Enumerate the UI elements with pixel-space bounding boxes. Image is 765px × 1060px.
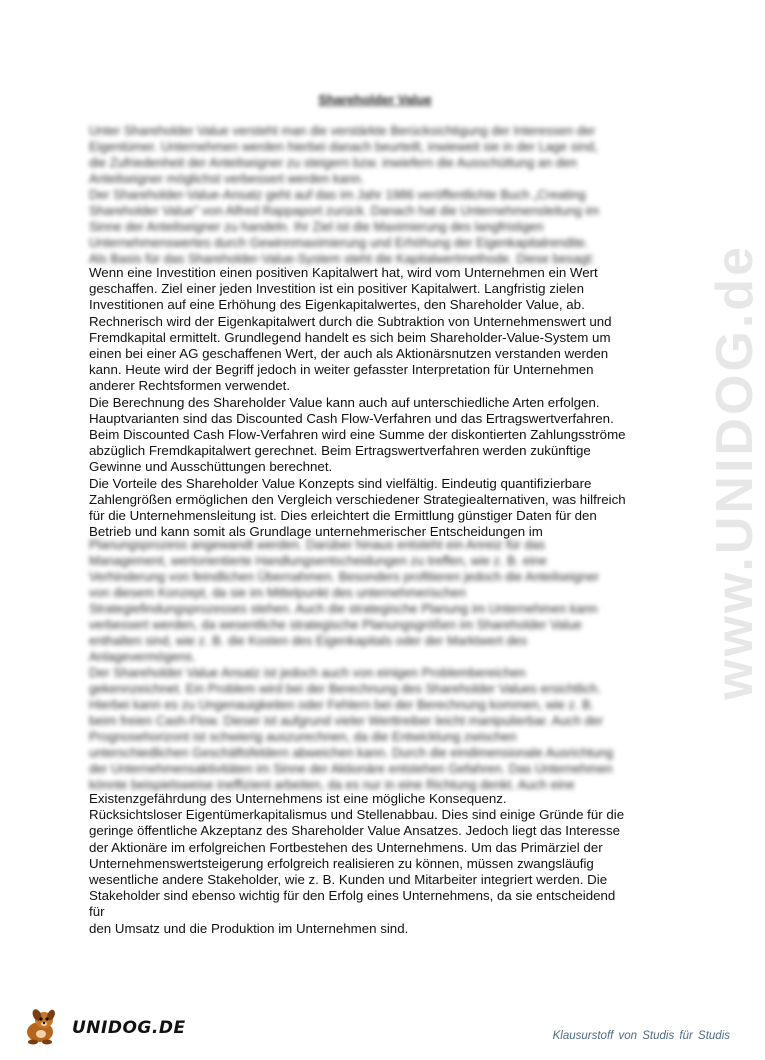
text-line: Anteilseigner möglichst verbessert werden kann. — [89, 171, 365, 186]
text-line: Rechnerisch wird der Eigenkapitalwert durch die Subtraktion von Unternehmenswert und — [89, 313, 612, 329]
visible-paragraphs-bottom — [89, 791, 634, 937]
text-line: Hauptvarianten sind das Discounted Cash Flow-Verfahren und das Ertragswertverfahren. — [89, 410, 614, 426]
text-line: einen bei einer AG geschaffenen Wert, der auch als Aktionärsnutzen verstanden werden — [89, 346, 609, 362]
text-line: könnte beispielsweise ineffizient arbeiten, da es nur in eine Richtung denkt. Auch eine — [89, 777, 575, 792]
text-line: Stakeholder sind ebenso wichtig für den Erfolg eines Unternehmens, da sie entscheidend für — [89, 888, 616, 920]
blurred-paragraphs-lower — [89, 537, 634, 793]
text-line: die Zufriedenheit der Anteilseigner zu steigern bzw. inwiefern die Ausschüttung an den — [89, 155, 578, 170]
visible-paragraphs-middle — [89, 265, 634, 540]
dog-mascot-icon — [22, 1006, 68, 1046]
text-line: Anlagevermögens. — [89, 649, 196, 664]
document-title: Shareholder Value — [318, 92, 432, 107]
text-line: gekennzeichnet. Ein Problem wird bei der Berechnung des Shareholder Values ersichtlich. — [89, 681, 601, 696]
text-line: Existenzgefährdung des Unternehmens ist eine mögliche Konsequenz. — [89, 791, 507, 806]
text-line: Beim Discounted Cash Flow-Verfahren wird eine Summe der diskontierten Zahlungsströme — [89, 427, 626, 443]
text-line: Die Vorteile des Shareholder Value Konzepts sind vielfältig. Eindeutig quantifizierbare — [89, 475, 592, 491]
text-line: den Umsatz und die Produktion im Unternehmen sind. — [89, 920, 409, 936]
text-line: Hierbei kann es zu Ungenauigkeiten oder Fehlern bei der Berechnung kommen, wie z. B. — [89, 697, 595, 712]
text-line: wesentliche andere Stakeholder, wie z. B. Kunden und Mitarbeiter integriert werden. Die — [89, 872, 608, 888]
text-line: Management, wertorientierte Handlungsentscheidungen zu treffen, wie z. B. eine — [89, 553, 547, 568]
text-line-cut: Betrieb und kann somit als Grundlage unternehmerischer Entscheidungen im — [89, 524, 543, 540]
text-line: Verhinderung von feindlichen Übernahmen. Besonders profitieren jedoch die Anteilseigner — [89, 569, 600, 584]
text-line: geschaffen. Ziel einer jeden Investition ist ein positiver Kapitalwert. Langfristig zielen — [89, 281, 584, 297]
text-line: Sinne der Anteilseigner zu handeln. Ihr Ziel ist die Maximierung des langfristigen — [89, 219, 544, 234]
text-line: von diesem Konzept, da sie im Mittelpunkt des unternehmerischen — [89, 585, 466, 600]
text-line: Unter Shareholder Value versteht man die verstärkte Berücksichtigung der Interessen der — [89, 123, 596, 138]
text-line: der Unternehmensaktivitäten im Sinne der Aktionäre entstehen Gefahren. Das Unternehmen — [89, 761, 613, 776]
text-line: Shareholder Value" von Alfred Rappaport zurück. Danach hat die Unternehmensleitung im — [89, 203, 600, 218]
text-line: Gewinne und Ausschüttungen berechnet. — [89, 459, 333, 475]
text-line: verbessert werden, da wesentliche strategische Planungsgrößen im Shareholder Value — [89, 617, 582, 632]
text-line: Wenn eine Investition einen positiven Kapitalwert hat, wird vom Unternehmen ein Wert — [89, 265, 598, 280]
text-line: anderer Rechtsformen verwendet. — [89, 378, 291, 394]
text-line: Die Berechnung des Shareholder Value kann auch auf unterschiedliche Arten erfolgen. — [89, 394, 600, 410]
text-line: geringe öffentliche Akzeptanz des Shareholder Value Ansatzes. Jedoch liegt das Interesse — [89, 823, 620, 839]
text-line: für die Unternehmensleitung ist. Dies erleichtert die Ermittlung günstiger Daten für den — [89, 508, 597, 524]
text-line: der Aktionäre im erfolgreichen Fortbestehen des Unternehmens. Um das Primärziel der — [89, 839, 603, 855]
unidog-logo[interactable] — [22, 1006, 186, 1044]
text-line: Unternehmenswertes durch Gewinnmaximierung und Erhöhung der Eigenkapitalrendite. — [89, 235, 589, 250]
text-line: Als Basis für das Shareholder-Value-System steht die Kapitalwertmethode. Diese besagt: — [89, 251, 595, 266]
text-line: enthalten sind, wie z. B. die Kosten des Eigenkapitals oder der Marktwert des — [89, 633, 528, 648]
text-line: Der Shareholder Value Ansatz ist jedoch auch von einigen Problembereichen — [89, 665, 526, 680]
text-line: Zahlengrößen ermöglichen den Vergleich verschiedener Strategiealternativen, was hilfreich — [89, 491, 626, 507]
logo-text: UNIDOG.DE — [72, 1018, 186, 1038]
watermark: www.UNIDOG.de — [706, 244, 764, 700]
text-line: Planungsprozess angewandt werden. Darüber hinaus entsteht ein Anreiz für das — [89, 537, 545, 552]
text-line: beim freien Cash-Flow. Dieser ist aufgrund vieler Werttreiber leicht manipulierbar. Auch der — [89, 713, 603, 728]
blurred-paragraphs-top — [89, 123, 634, 267]
text-line: unterschiedlichen Geschäftsfeldern abweichen kann. Durch die eindimensionale Ausrichtung — [89, 745, 614, 760]
footer-slogan: Klausurstoff von Studis für Studis — [552, 1030, 730, 1042]
text-line: kann. Heute wird der Begriff jedoch in weiter gefasster Interpretation für Unternehmen — [89, 362, 594, 378]
text-line: Rücksichtsloser Eigentümerkapitalismus und Stellenabbau. Dies sind einige Gründe für die — [89, 807, 625, 823]
text-line: Strategiefindungsprozesses stehen. Auch die strategische Planung im Unternehmen kann — [89, 601, 598, 616]
text-line: Der Shareholder-Value-Ansatz geht auf das im Jahr 1986 veröffentlichte Buch „Creating — [89, 187, 586, 202]
text-line: Eigentümer. Unternehmen werden hierbei danach beurteilt, inwieweit sie in der Lage sind, — [89, 139, 598, 154]
text-line: abzüglich Fremdkapitalwert gerechnet. Beim Ertragswertverfahren werden zukünftige — [89, 443, 591, 459]
text-line: Prognosehorizont ist schwierig auszurechnen, da die Entwicklung zwischen — [89, 729, 517, 744]
text-line: Unternehmenswertsteigerung erfolgreich realisieren zu können, müssen zwangsläufig — [89, 855, 594, 871]
text-line: Investitionen auf eine Erhöhung des Eigenkapitalwertes, den Shareholder Value, ab. — [89, 297, 585, 313]
text-line: Fremdkapital ermittelt. Grundlegend handelt es sich beim Shareholder-Value-System um — [89, 329, 611, 345]
